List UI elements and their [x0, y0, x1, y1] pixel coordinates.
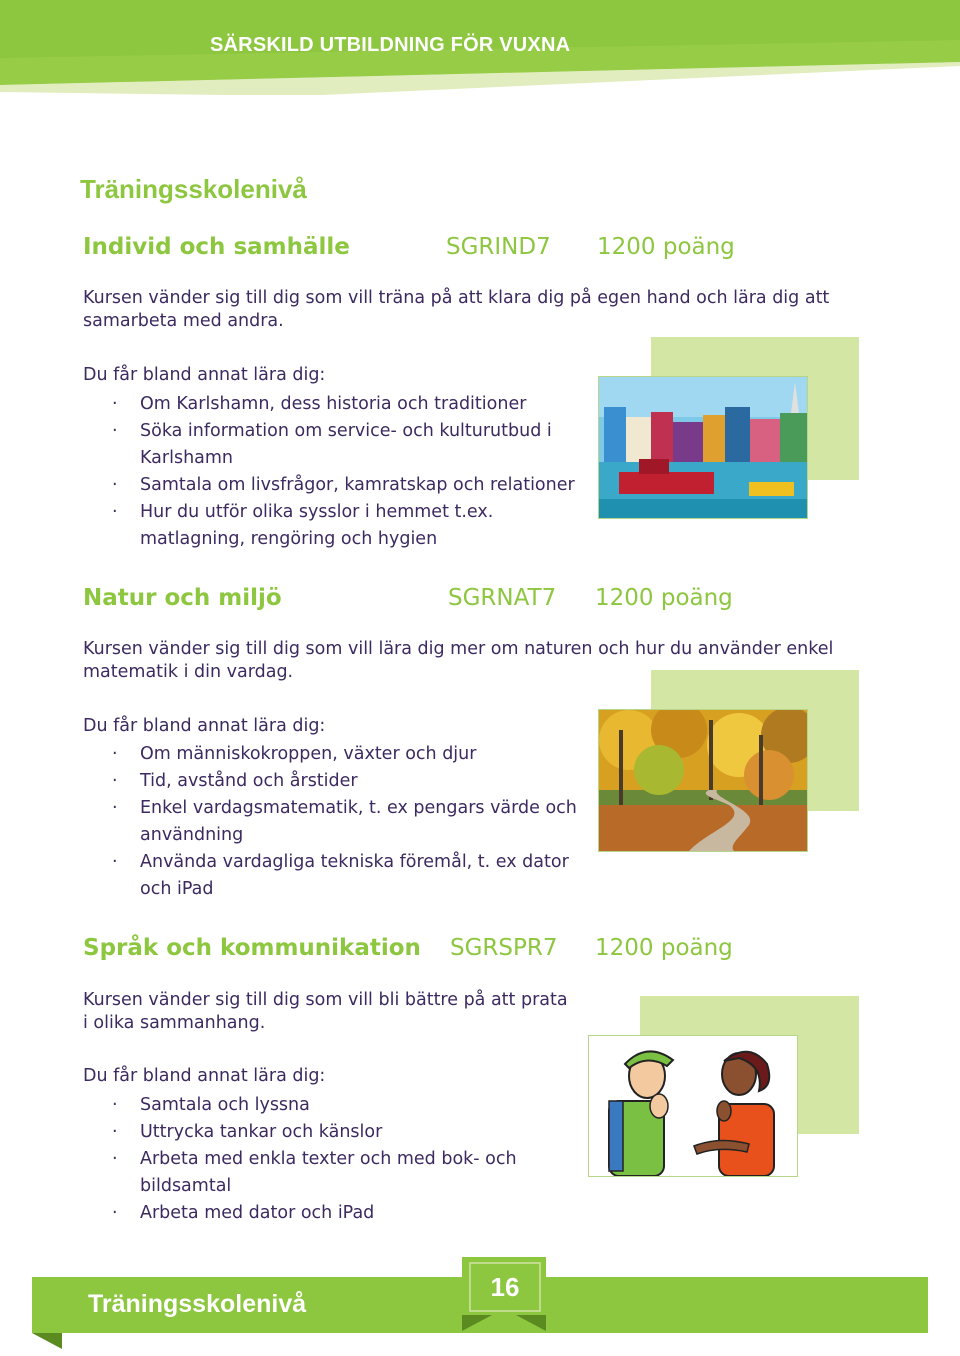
course-2-intro-line-1: Kursen vänder sig till dig som vill lära dig mer om naturen och hur du använder enkel: [83, 639, 834, 659]
list-item: · Söka information om service- och kulturutbud i Karlshamn: [112, 421, 552, 468]
course-3-intro: [83, 989, 568, 1035]
course-2-intro-line-2: matematik i din vardag.: [83, 662, 294, 682]
level-title: Träningsskolenivå: [80, 174, 307, 204]
course-3-intro-line-2: i olika sammanhang.: [83, 1013, 266, 1033]
course-1-intro: [83, 287, 829, 333]
footer-title: Träningsskolenivå: [88, 1290, 307, 1318]
course-1-intro-line-2: samarbeta med andra.: [83, 311, 284, 331]
list-item: · Om Karlshamn, dess historia och traditioner: [112, 394, 527, 414]
course-1-intro-line-1: Kursen vänder sig till dig som vill träna på att klara dig på egen hand och lära dig att: [83, 288, 830, 308]
course-2-learn-heading: Du får bland annat lära dig:: [83, 716, 326, 736]
two-people-talking-image: [588, 1035, 798, 1177]
header-title: SÄRSKILD UTBILDNING FÖR VUXNA: [210, 34, 571, 56]
course-1-bullet-list: [112, 391, 575, 553]
course-1-points: 1200 poäng: [597, 234, 735, 260]
page-number: 16: [490, 1272, 520, 1302]
list-item: · Uttrycka tankar och känslor: [112, 1122, 383, 1142]
course-2-points: 1200 poäng: [595, 585, 733, 611]
list-item: · Samtala och lyssna: [112, 1095, 310, 1115]
course-2-name: Natur och miljö: [83, 585, 282, 611]
list-item: · Tid, avstånd och årstider: [112, 771, 358, 791]
course-3-intro-line-1: Kursen vänder sig till dig som vill bli bättre på att prata: [83, 990, 568, 1010]
list-item: · Samtala om livsfrågor, kamratskap och relationer: [112, 475, 575, 495]
course-3-bullet-list: [112, 1092, 517, 1227]
list-item: · Använda vardagliga tekniska föremål, t. ex dator och iPad: [112, 852, 569, 899]
course-2-code: SGRNAT7: [448, 585, 557, 611]
harbor-painting-image: [598, 376, 808, 519]
course-1-name: Individ och samhälle: [83, 234, 350, 260]
list-item: · Enkel vardagsmatematik, t. ex pengars värde och användning: [112, 798, 577, 845]
course-3-points: 1200 poäng: [595, 935, 733, 961]
list-item: · Hur du utför olika sysslor i hemmet t.ex. matlagning, rengöring och hygien: [112, 502, 494, 549]
list-item: · Arbeta med enkla texter och med bok- och bildsamtal: [112, 1149, 517, 1196]
course-1-code: SGRIND7: [446, 234, 551, 260]
course-1-learn-heading: Du får bland annat lära dig:: [83, 365, 326, 385]
course-3-code: SGRSPR7: [450, 935, 558, 961]
list-item: · Om människokroppen, växter och djur: [112, 744, 477, 764]
course-3-name: Språk och kommunikation: [83, 935, 421, 961]
list-item: · Arbeta med dator och iPad: [112, 1203, 375, 1223]
autumn-forest-road-image: [598, 709, 808, 852]
course-3-learn-heading: Du får bland annat lära dig:: [83, 1066, 326, 1086]
course-2-bullet-list: [112, 741, 577, 903]
